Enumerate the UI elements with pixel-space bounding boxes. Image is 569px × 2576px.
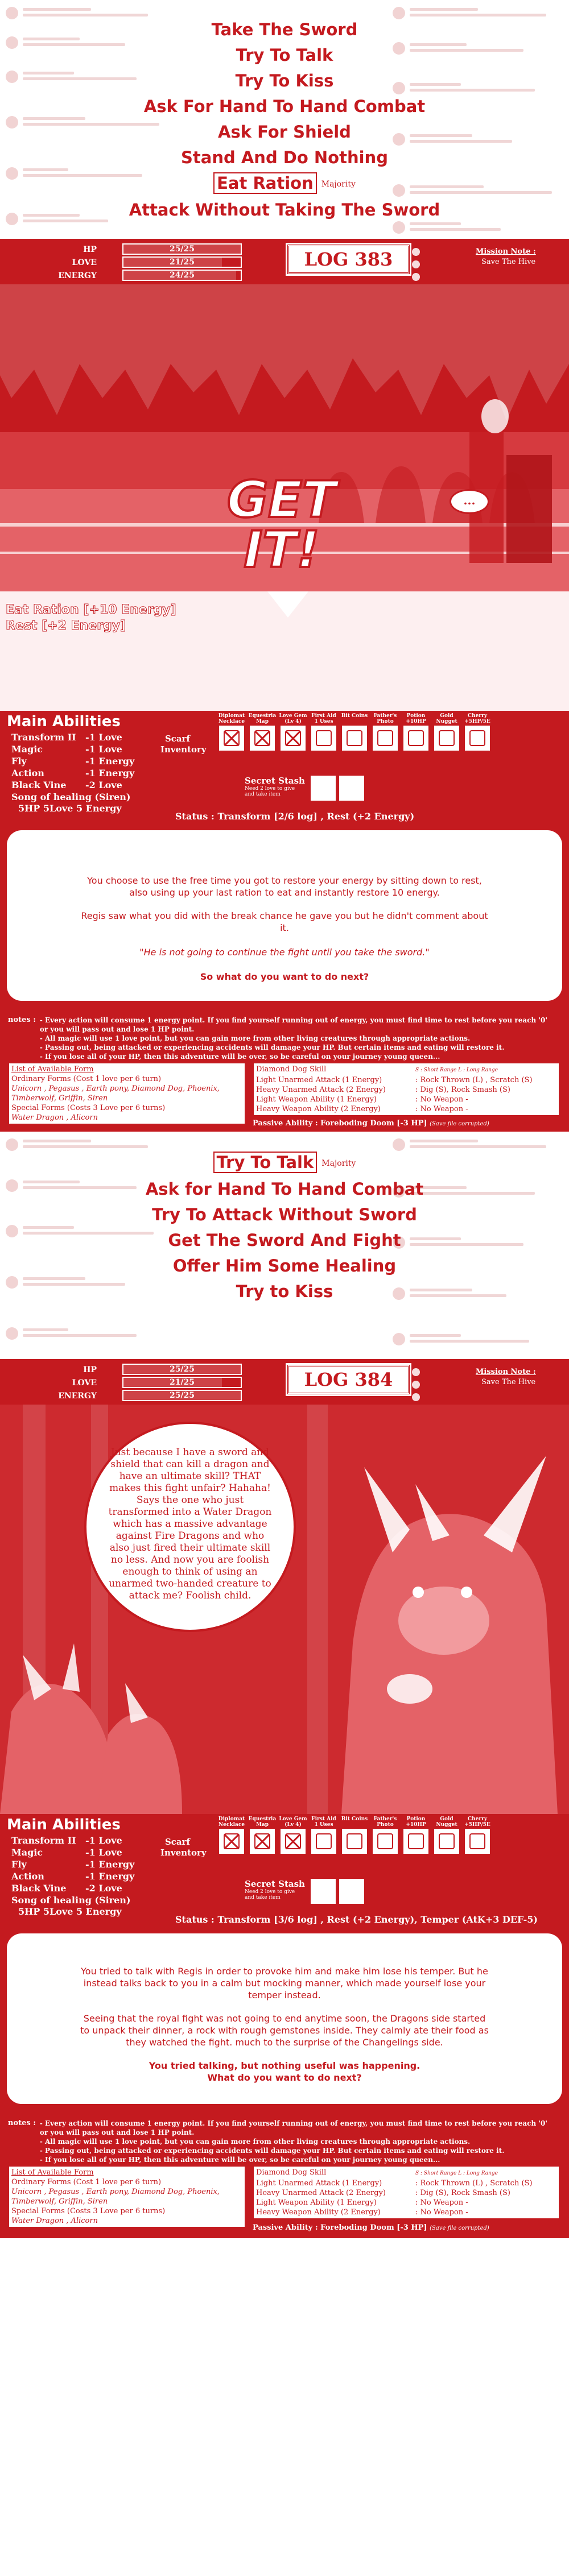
forms-skills-panel-2 xyxy=(0,2164,569,2238)
coins-icon xyxy=(342,1829,367,1854)
skill-row: Light Weapon Ability (1 Energy) : No Weapon - xyxy=(256,1095,468,1104)
log-number: LOG 384 xyxy=(287,1365,410,1394)
mission-text: Save The Hive xyxy=(481,258,536,266)
stash-slot[interactable] xyxy=(311,776,336,801)
ability-item: Black Vine -2 Love xyxy=(11,780,122,790)
narrative-panel-1 xyxy=(0,830,569,1012)
ability-item: Transform II -1 Love xyxy=(11,1835,122,1846)
vote-option[interactable]: Try To Kiss xyxy=(235,71,334,90)
vote-option[interactable]: Try To Talk xyxy=(236,45,333,65)
vote-option[interactable]: Offer Him Some Healing xyxy=(172,1256,397,1275)
skill-row: Heavy Weapon Ability (2 Energy) : No Weapon - xyxy=(256,1105,468,1113)
love-label: LOVE xyxy=(72,258,97,267)
forms-ordinary-label: Ordinary Forms (Cost 1 love per 6 turn) xyxy=(11,1075,162,1083)
inventory-item-label: Bit Coins xyxy=(341,1816,368,1822)
effect-label-ration: Eat Ration [+10 Energy] xyxy=(6,603,176,617)
energy-label: ENERGY xyxy=(58,271,97,280)
ability-item: Fly -1 Energy xyxy=(11,1859,135,1870)
stash-label: Secret Stash xyxy=(245,776,305,786)
inventory-slot[interactable] xyxy=(310,713,338,751)
abilities-title: Main Abilities xyxy=(7,1816,121,1833)
hud-panel-2 xyxy=(0,1359,569,1405)
vote-option[interactable]: Try To Attack Without Sword xyxy=(152,1204,417,1224)
passive-ability: Passive Ability : Foreboding Doom [-3 HP] (Save file corrupted) xyxy=(253,1119,489,1128)
inventory-item-label: Diplomat Necklace xyxy=(218,1816,245,1828)
thought-bubble: ... xyxy=(450,489,489,514)
vote-option[interactable]: Attack Without Taking The Sword xyxy=(129,200,440,220)
love-label: LOVE xyxy=(72,1378,97,1388)
narrative-panel-2 xyxy=(0,1933,569,2115)
narrative-question: What do you want to do next? xyxy=(207,2072,362,2083)
indicator-dots xyxy=(412,248,420,285)
note-line: - If you lose all of your HP, then this adventure will be over, so be careful on your journey young queen... xyxy=(39,2156,440,2164)
inventory-item-label: Cherry +5HP/5E xyxy=(464,713,490,724)
skills-legend: S : Short Range L : Long Range xyxy=(415,2171,498,2176)
inventory-item-label: Equestria Map xyxy=(248,713,277,724)
inventory-slot[interactable] xyxy=(217,1816,246,1854)
stash-slot[interactable] xyxy=(311,1879,336,1904)
energy-stat xyxy=(23,1390,262,1402)
skill-row: Light Weapon Ability (1 Energy) : No Weapon - xyxy=(256,2198,468,2207)
ability-item: Song of healing (Siren) xyxy=(11,1895,131,1906)
inventory-slot[interactable] xyxy=(432,713,461,751)
inventory-slot[interactable] xyxy=(340,713,369,751)
map-icon xyxy=(250,726,275,751)
gem-icon xyxy=(281,1829,306,1854)
skills-legend: S : Short Range L : Long Range xyxy=(415,1067,498,1073)
vote-option[interactable]: Ask For Hand To Hand Combat xyxy=(143,97,426,116)
inventory-slot[interactable] xyxy=(248,713,277,751)
ability-item: Action -1 Energy xyxy=(11,1871,135,1882)
status-line: Status : Transform [2/6 log] , Rest (+2 Energy) xyxy=(175,811,415,822)
vote-block-1 xyxy=(0,0,569,239)
inventory-slot[interactable] xyxy=(279,713,307,751)
forms-ordinary-list: Unicorn , Pegasus , Earth pony, Diamond Dog, Phoenix, Timberwolf, Griffin, Siren xyxy=(11,1084,220,1103)
photo-icon xyxy=(373,1829,398,1854)
love-stat xyxy=(23,256,262,269)
stash-sub: Need 2 love to give and take item xyxy=(245,786,295,797)
inventory-slot[interactable] xyxy=(402,713,430,751)
stash-label: Secret Stash xyxy=(245,1879,305,1889)
forms-list xyxy=(8,2165,246,2228)
inventory-item-label: First Aid 1 Uses xyxy=(311,713,336,724)
inventory-item-label: Father's Photo xyxy=(373,1816,397,1828)
narrative-question: So what do you want to do next? xyxy=(200,971,369,982)
stash-slot[interactable] xyxy=(339,1879,364,1904)
inventory-item-label: Potion +10HP xyxy=(406,1816,426,1828)
necklace-icon xyxy=(219,726,244,751)
ability-item: Fly -1 Energy xyxy=(11,756,135,767)
narrative-text: Seeing that the royal fight was not going to end anytime soon, the Dragons side started to unpack their dinner, a rock with rough gemstones inside. They calmly ate their food as they watched the fight. much to the surprise of the Changelings side. xyxy=(80,2013,489,2048)
speech-bubble xyxy=(84,1422,296,1632)
down-arrow-icon xyxy=(267,591,308,618)
abilities-panel-1 xyxy=(0,711,569,830)
abilities-footer: 5HP 5Love 5 Energy xyxy=(18,803,122,814)
energy-bar xyxy=(122,1390,242,1401)
indicator-dots xyxy=(412,1368,420,1406)
mission-heading: Mission Note : xyxy=(476,247,536,256)
inventory-item-label: Gold Nugget xyxy=(436,713,457,724)
selected-option-label: Eat Ration xyxy=(213,172,317,194)
note-line: - All magic will use 1 love point, but you can gain more from other living creatures through appropriate actions. xyxy=(39,1034,471,1042)
note-line: - If you lose all of your HP, then this adventure will be over, so be careful on your journey young queen... xyxy=(39,1053,440,1061)
scene-dragon-dialogue xyxy=(0,1405,569,1814)
forms-ordinary-list: Unicorn , Pegasus , Earth pony, Diamond Dog, Phoenix, Timberwolf, Griffin, Siren xyxy=(11,2188,220,2206)
mission-note xyxy=(476,247,561,267)
skills-heading: Diamond Dog Skill xyxy=(256,2168,327,2177)
inventory-item-label: Equestria Map xyxy=(248,1816,277,1828)
note-line: - Every action will consume 1 energy point. If you find yourself running out of energy, you must find time to rest before you reach '0' or you will pass out and lose 1 HP point. xyxy=(39,2119,548,2136)
love-value: 21/25 xyxy=(169,1378,195,1387)
love-value: 21/25 xyxy=(169,258,195,267)
selected-option-label: Try To Talk xyxy=(213,1152,318,1173)
vote-option[interactable]: Take The Sword xyxy=(211,20,358,39)
inventory-slot[interactable] xyxy=(371,713,399,751)
vote-option-selected[interactable] xyxy=(0,1150,569,1177)
ability-item: Magic -1 Love xyxy=(11,1847,122,1858)
inventory-slot[interactable] xyxy=(463,713,492,751)
abilities-panel-2 xyxy=(0,1814,569,1933)
notes-panel-1 xyxy=(0,1012,569,1061)
abilities-title: Main Abilities xyxy=(7,713,121,730)
skill-row: Light Unarmed Attack (1 Energy) : Rock Thrown (L) , Scratch (S) xyxy=(256,1076,533,1084)
energy-stat xyxy=(23,270,262,282)
inventory-slot[interactable] xyxy=(310,1816,338,1854)
vote-option[interactable]: Stand And Do Nothing xyxy=(181,148,388,167)
narrative-text: You tried to talk with Regis in order to provoke him and make him lose his temper. But he instead talks back to you in a calm but mocking manner, which made yourself lose your temper instead. xyxy=(81,1966,488,2001)
forms-heading: List of Available Form xyxy=(11,1065,94,1074)
nugget-icon xyxy=(434,726,459,751)
skill-row: Heavy Unarmed Attack (2 Energy) : Dig (S), Rock Smash (S) xyxy=(256,1086,510,1094)
forms-special-list: Water Dragon , Alicorn xyxy=(11,1113,98,1122)
inventory-slot[interactable] xyxy=(248,1816,277,1854)
hp-label: HP xyxy=(83,245,97,254)
first-aid-icon xyxy=(311,726,336,751)
vote-option[interactable]: Ask For Shield xyxy=(218,122,351,142)
ability-item: Transform II -1 Love xyxy=(11,732,122,743)
inventory-item-label: Bit Coins xyxy=(341,713,368,719)
status-line: Status : Transform [3/6 log] , Rest (+2 Energy), Temper (AtK+3 DEF-5) xyxy=(175,1914,538,1925)
love-bar xyxy=(122,1377,242,1388)
first-aid-icon xyxy=(311,1829,336,1854)
hp-bar xyxy=(122,243,242,255)
stash-sub: Need 2 love to give and take item xyxy=(245,1889,295,1900)
hp-stat xyxy=(23,1364,262,1376)
scene-dragon-illustration xyxy=(0,1405,569,1814)
inventory-item-label: Father's Photo xyxy=(373,713,397,724)
inventory-item-label: Gold Nugget xyxy=(436,1816,457,1828)
skills-list xyxy=(253,1062,560,1116)
hud-panel-1 xyxy=(0,239,569,284)
abilities-list xyxy=(11,1834,134,1906)
inventory-item-label: First Aid 1 Uses xyxy=(311,1816,336,1828)
narrative-text: Regis saw what you did with the break chance he gave you but he didn't comment about it. xyxy=(81,910,488,933)
scene-arena xyxy=(0,284,569,711)
energy-value: 24/25 xyxy=(169,271,195,280)
vote-option[interactable]: Get The Sword And Fight xyxy=(168,1230,401,1250)
passive-ability: Passive Ability : Foreboding Doom [-3 HP] (Save file corrupted) xyxy=(253,2223,489,2232)
energy-value: 25/25 xyxy=(169,1391,195,1400)
photo-icon xyxy=(373,726,398,751)
forms-ordinary-label: Ordinary Forms (Cost 1 love per 6 turn) xyxy=(11,2178,162,2186)
inventory-slot[interactable] xyxy=(279,1816,307,1854)
cherry-icon xyxy=(465,1829,490,1854)
forms-heading: List of Available Form xyxy=(11,2168,94,2177)
forms-skills-panel-1 xyxy=(0,1061,569,1132)
forms-special-label: Special Forms (Costs 3 Love per 6 turns) xyxy=(11,2207,166,2215)
forms-list xyxy=(8,1062,246,1125)
cherry-icon xyxy=(465,726,490,751)
inventory-item-label: Cherry +5HP/5E xyxy=(464,1816,490,1828)
hp-value: 25/25 xyxy=(169,245,195,254)
skill-row: Heavy Weapon Ability (2 Energy) : No Weapon - xyxy=(256,2208,468,2217)
potion-icon xyxy=(403,1829,428,1854)
skills-list xyxy=(253,2165,560,2219)
ability-item: Magic -1 Love xyxy=(11,744,122,755)
inventory-slot[interactable] xyxy=(402,1816,430,1854)
note-line: - Passing out, being attacked or experiencing accidents will damage your HP. But certain items and eating will restore it. xyxy=(39,2147,505,2155)
skill-row: Light Unarmed Attack (1 Energy) : Rock Thrown (L) , Scratch (S) xyxy=(256,2179,533,2188)
hp-stat xyxy=(23,243,262,256)
ability-item: Black Vine -2 Love xyxy=(11,1883,122,1894)
inventory-slot[interactable] xyxy=(217,713,246,751)
ability-item: Song of healing (Siren) xyxy=(11,792,131,802)
narrative-text: You choose to use the free time you got to restore your energy by sitting down to rest, also using up your last ration to eat and instantly restore 10 energy. xyxy=(87,875,482,898)
inventory-slot[interactable] xyxy=(340,1816,369,1854)
note-line: - Every action will consume 1 energy point. If you find yourself running out of energy, you must find time to rest before you reach '0' or you will pass out and lose 1 HP point. xyxy=(39,1016,548,1033)
hp-label: HP xyxy=(83,1365,97,1374)
ability-item: Action -1 Energy xyxy=(11,768,135,778)
mission-text: Save The Hive xyxy=(481,1378,536,1386)
vote-block-2 xyxy=(0,1132,569,1359)
inventory-slot[interactable] xyxy=(371,1816,399,1854)
skills-heading: Diamond Dog Skill xyxy=(256,1065,327,1074)
majority-label: Majority xyxy=(321,179,356,189)
abilities-footer: 5HP 5Love 5 Energy xyxy=(18,1906,122,1917)
vote-option[interactable]: Ask for Hand To Hand Combat xyxy=(145,1179,424,1199)
notes-heading: notes : xyxy=(8,2119,36,2127)
forms-special-label: Special Forms (Costs 3 Love per 6 turns) xyxy=(11,1104,166,1112)
notes-heading: notes : xyxy=(8,1016,36,1024)
love-stat xyxy=(23,1377,262,1389)
stash-slot[interactable] xyxy=(339,776,364,801)
hp-value: 25/25 xyxy=(169,1365,195,1374)
necklace-icon xyxy=(219,1829,244,1854)
majority-label: Majority xyxy=(321,1158,356,1168)
vote-option[interactable]: Try to Kiss xyxy=(236,1281,333,1301)
energy-label: ENERGY xyxy=(58,1391,97,1401)
inventory-item-label: Love Gem (Lv 4) xyxy=(279,1816,307,1828)
inventory-item-label: Potion +10HP xyxy=(406,713,426,724)
potion-icon xyxy=(403,726,428,751)
mission-heading: Mission Note : xyxy=(476,1368,536,1376)
inventory-label: Scarf Inventory xyxy=(160,1837,207,1858)
skill-row: Heavy Unarmed Attack (2 Energy) : Dig (S), Rock Smash (S) xyxy=(256,2189,510,2197)
notes-panel-2 xyxy=(0,2115,569,2164)
get-it-text: GET IT! xyxy=(226,470,337,579)
gem-icon xyxy=(281,726,306,751)
love-bar xyxy=(122,256,242,268)
vote-option-selected[interactable] xyxy=(0,171,569,197)
speech-text: Just because I have a sword and shield that can kill a dragon and have an ultimate skill? THAT makes this fight unfair? Hahaha! Says the one who just transformed into a Water Dragon which has a massive advantage against Fire Dragons and who also just fired their ultimate skill no less. And now you are foolish enough to think of using an unarmed two-handed creature to attack me? Foolish child. xyxy=(108,1447,272,1601)
nugget-icon xyxy=(434,1829,459,1854)
inventory-label: Scarf Inventory xyxy=(160,734,207,755)
energy-bar xyxy=(122,270,242,281)
forms-special-list: Water Dragon , Alicorn xyxy=(11,2217,98,2225)
hp-bar xyxy=(122,1364,242,1375)
inventory-slot[interactable] xyxy=(463,1816,492,1854)
narrative-quote: "He is not going to continue the fight until you take the sword." xyxy=(139,947,430,958)
map-icon xyxy=(250,1829,275,1854)
mission-note xyxy=(476,1367,561,1388)
inventory-item-label: Love Gem (Lv 4) xyxy=(279,713,307,724)
note-line: - Passing out, being attacked or experiencing accidents will damage your HP. But certain items and eating will restore it. xyxy=(39,1043,505,1051)
inventory-slot[interactable] xyxy=(432,1816,461,1854)
log-number: LOG 383 xyxy=(287,245,410,274)
abilities-list xyxy=(11,731,134,803)
inventory-item-label: Diplomat Necklace xyxy=(218,713,245,724)
effect-label-rest: Rest [+2 Energy] xyxy=(6,619,126,633)
narrative-text: You tried talking, but nothing useful was happening. xyxy=(149,2060,420,2071)
coins-icon xyxy=(342,726,367,751)
note-line: - All magic will use 1 love point, but you can gain more from other living creatures through appropriate actions. xyxy=(39,2138,471,2146)
